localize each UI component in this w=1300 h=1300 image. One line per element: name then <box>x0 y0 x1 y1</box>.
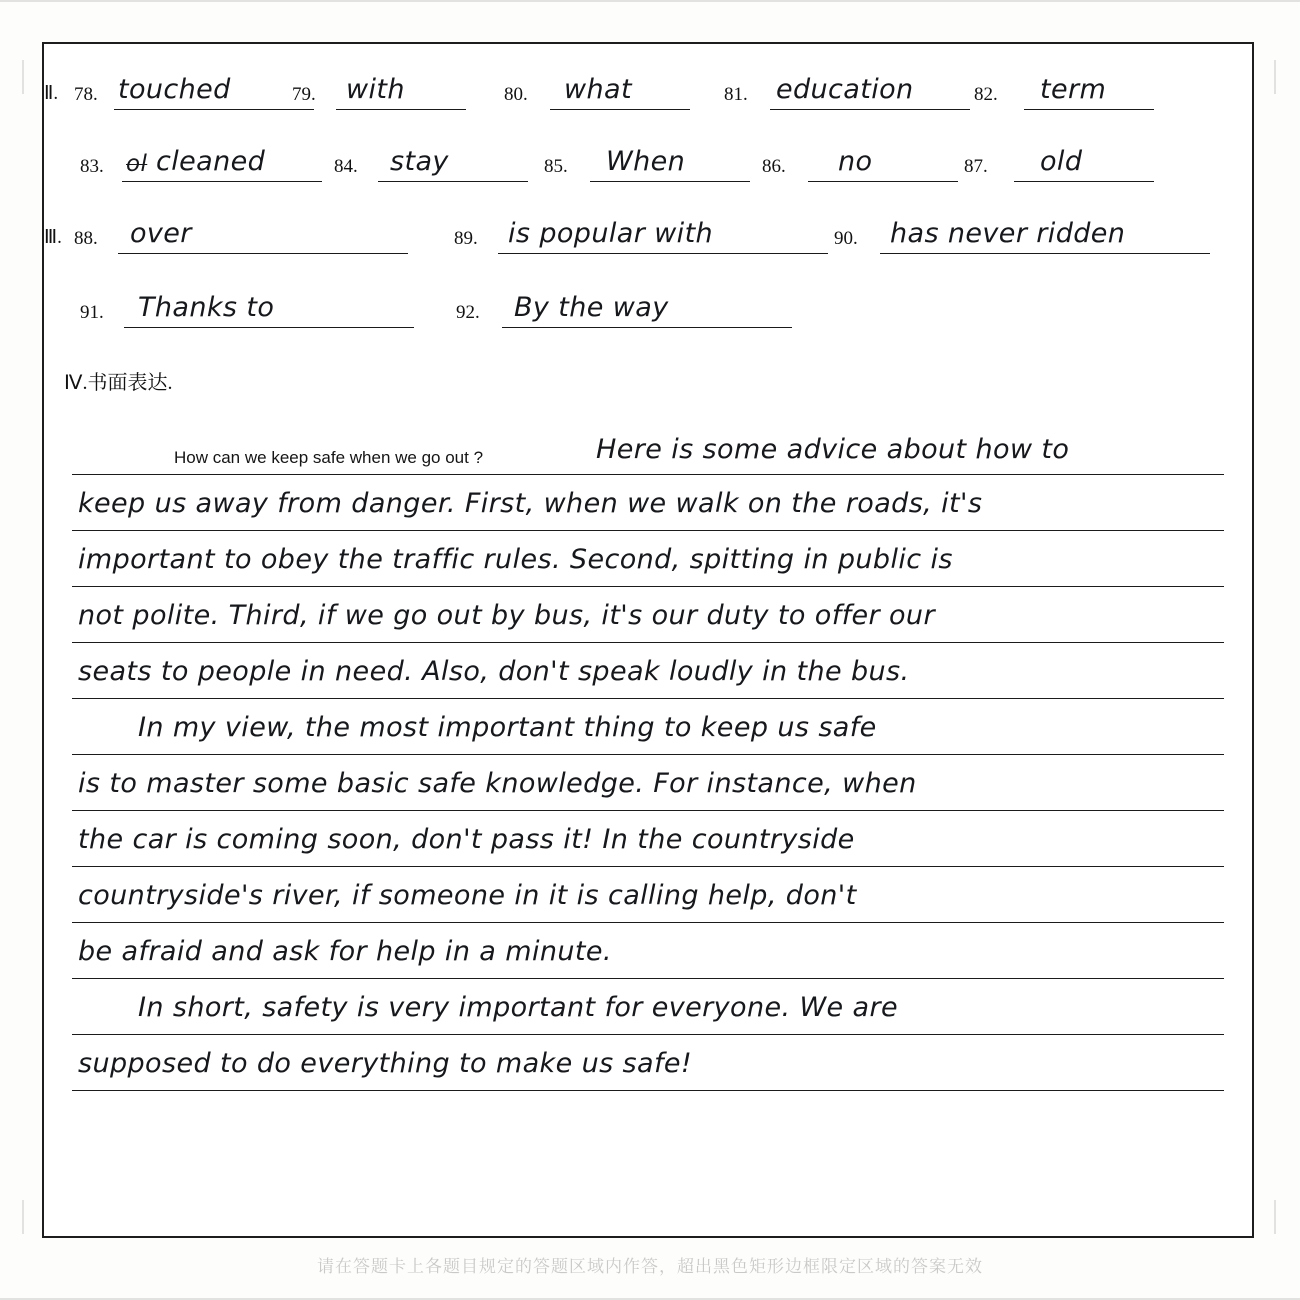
item-number-84: 84. <box>334 156 358 177</box>
item-number-87: 87. <box>964 156 988 177</box>
section-3-label: Ⅲ. <box>44 227 62 248</box>
section-2-row-2 <box>44 136 1252 192</box>
essay-rule-11 <box>72 1034 1224 1035</box>
answer-text-87: old <box>1040 146 1083 177</box>
answer-rule-84 <box>378 181 528 182</box>
answer-text-86: no <box>838 146 873 177</box>
answer-text-90: has never ridden <box>890 218 1126 249</box>
essay-text-line-5: seats to people in need. Also, don't speak loudly in the bus. <box>78 656 910 687</box>
answer-rule-82 <box>1024 109 1154 110</box>
section-2-label: Ⅱ. <box>44 83 59 104</box>
answer-item-90 <box>834 208 1224 260</box>
answer-rule-91 <box>124 327 414 328</box>
essay-rule-9 <box>72 922 1224 923</box>
essay-rule-7 <box>72 810 1224 811</box>
item-number-81: 81. <box>724 84 748 105</box>
essay-text-line-3: important to obey the traffic rules. Second, spitting in public is <box>78 544 953 575</box>
item-number-79: 79. <box>292 84 316 105</box>
answer-region-box <box>42 42 1254 1238</box>
answer-rule-87 <box>1014 181 1154 182</box>
essay-rule-12 <box>72 1090 1224 1091</box>
answer-text-80: what <box>564 74 632 105</box>
essay-rule-4 <box>72 642 1224 643</box>
answer-rule-90 <box>880 253 1210 254</box>
essay-rule-1 <box>72 474 1224 475</box>
answer-rule-86 <box>808 181 958 182</box>
answer-rule-92 <box>502 327 792 328</box>
item-number-91: 91. <box>80 302 104 323</box>
item-number-80: 80. <box>504 84 528 105</box>
answer-item-81 <box>724 64 954 116</box>
answer-text-82: term <box>1040 74 1107 105</box>
essay-rule-6 <box>72 754 1224 755</box>
answer-item-79 <box>292 64 472 116</box>
essay-text-line-6: In my view, the most important thing to keep us safe <box>138 712 877 743</box>
item-number-90: 90. <box>834 228 858 249</box>
registration-mark-left-bottom <box>22 1200 24 1234</box>
answer-item-88 <box>74 208 414 260</box>
answer-rule-85 <box>590 181 750 182</box>
answer-item-80 <box>504 64 694 116</box>
item-number-89: 89. <box>454 228 478 249</box>
essay-text-line-4: not polite. Third, if we go out by bus, it's our duty to offer our <box>78 600 935 631</box>
essay-text-line-7: is to master some basic safe knowledge. For instance, when <box>78 768 917 799</box>
answer-item-87 <box>964 136 1154 188</box>
essay-text-line-10: be afraid and ask for help in a minute. <box>78 936 612 967</box>
answer-text-91: Thanks to <box>138 292 275 323</box>
answer-rule-78 <box>114 109 314 110</box>
answer-text-79: with <box>346 74 405 105</box>
answer-text-78: touched <box>118 74 231 105</box>
section-4-label: Ⅳ.书面表达. <box>64 372 173 394</box>
answer-rule-89 <box>498 253 828 254</box>
answer-text-92: By the way <box>514 292 669 323</box>
answer-text-88: over <box>130 218 192 249</box>
essay-rule-3 <box>72 586 1224 587</box>
answer-text-81: education <box>776 74 914 105</box>
essay-text-line-1: Here is some advice about how to <box>596 434 1070 465</box>
item-number-92: 92. <box>456 302 480 323</box>
essay-text-line-11: In short, safety is very important for everyone. We are <box>138 992 899 1023</box>
registration-mark-right-bottom <box>1274 1200 1276 1234</box>
item-number-85: 85. <box>544 156 568 177</box>
essay-rule-8 <box>72 866 1224 867</box>
essay-prompt: How can we keep safe when we go out ? <box>174 448 484 467</box>
essay-text-line-2: keep us away from danger. First, when we walk on the roads, it's <box>78 488 983 519</box>
answer-item-84 <box>334 136 534 188</box>
essay-text-line-8: the car is coming soon, don't pass it! In the countryside <box>78 824 855 855</box>
registration-mark-left-top <box>22 60 24 94</box>
essay-text-line-12: supposed to do everything to make us safe! <box>78 1048 693 1079</box>
answer-text-84: stay <box>390 146 449 177</box>
section-3-row-2 <box>44 282 1252 338</box>
answer-rule-83 <box>122 181 322 182</box>
section-2-row-1 <box>44 64 1252 120</box>
answer-item-92 <box>456 282 846 334</box>
essay-rule-2 <box>72 530 1224 531</box>
answer-item-82 <box>974 64 1154 116</box>
item-number-78: 78. <box>74 84 98 105</box>
answer-text-89: is popular with <box>508 218 714 249</box>
item-number-83: 83. <box>80 156 104 177</box>
answer-text-83: cleaned <box>156 146 266 177</box>
answer-text-85: When <box>606 146 686 177</box>
scan-edge-top <box>0 0 1300 2</box>
item-number-82: 82. <box>974 84 998 105</box>
answer-item-83 <box>80 136 330 188</box>
answer-rule-79 <box>336 109 466 110</box>
item-number-86: 86. <box>762 156 786 177</box>
answer-item-89 <box>454 208 854 260</box>
answer-item-91 <box>80 282 420 334</box>
answer-item-85 <box>544 136 754 188</box>
answer-item-86 <box>762 136 952 188</box>
answer-item-78 <box>74 64 284 116</box>
answer-rule-80 <box>550 109 690 110</box>
essay-text-line-9: countryside's river, if someone in it is calling help, don't <box>78 880 857 911</box>
answer-strikeout-83: ol <box>126 151 148 177</box>
item-number-88: 88. <box>74 228 98 249</box>
section-3-row-1 <box>44 208 1252 264</box>
answer-rule-81 <box>770 109 970 110</box>
answer-sheet-footer-note: 请在答题卡上各题目规定的答题区域内作答，超出黑色矩形边框限定区域的答案无效 <box>317 1257 983 1276</box>
essay-rule-10 <box>72 978 1224 979</box>
registration-mark-right-top <box>1274 60 1276 94</box>
essay-rule-5 <box>72 698 1224 699</box>
answer-rule-88 <box>118 253 408 254</box>
